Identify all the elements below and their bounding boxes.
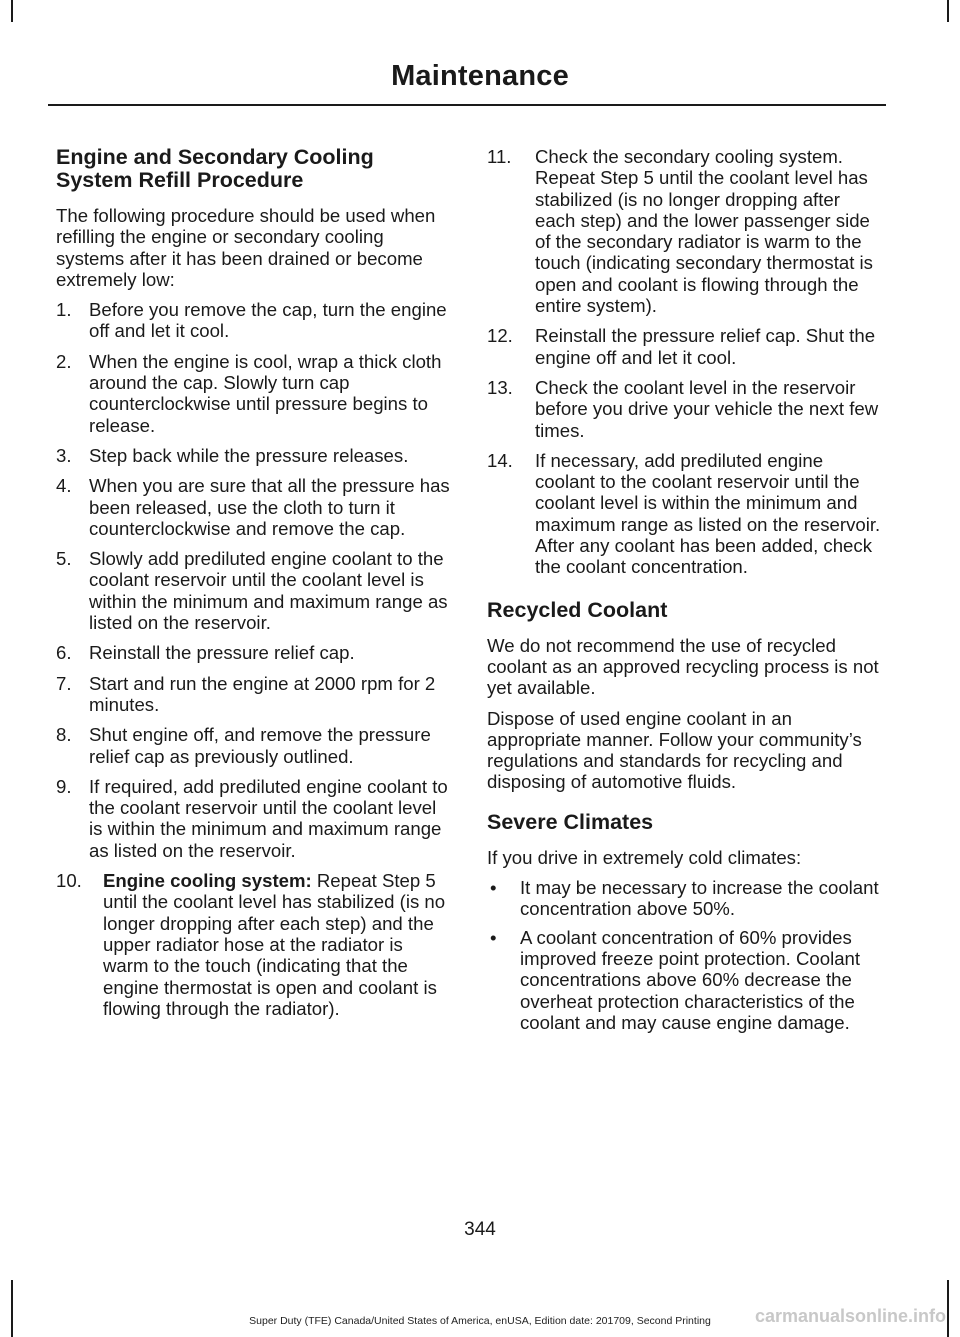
step-text: If necessary, add prediluted engine coolant to the coolant reservoir until the coolant level is within the minimum and maximum range as listed on the reservoir. After any coolant has been added, check the coolant concentration. bbox=[535, 449, 881, 578]
step-text: When the engine is cool, wrap a thick cloth around the cap. Slowly turn cap counterclockwise until pressure begins to release. bbox=[89, 350, 442, 436]
step-number: 10. bbox=[56, 870, 82, 892]
step-text: Reinstall the pressure relief cap. Shut the engine off and let it cool. bbox=[535, 325, 876, 368]
step-text: Slowly add prediluted engine coolant to the coolant reservoir until the coolant level is within the minimum and maximum range as listed on the reservoir. bbox=[89, 548, 448, 634]
list-item bbox=[56, 870, 451, 1019]
severe-intro: If you drive in extremely cold climates: bbox=[487, 846, 802, 868]
step-text: If required, add prediluted engine coolant to the coolant reservoir until the coolant level is within the minimum and maximum range as listed on the reservoir. bbox=[89, 775, 448, 861]
edition-footer: Super Duty (TFE) Canada/United States of America, enUSA, Edition date: 201709, Second Printing bbox=[249, 1315, 711, 1327]
page-number: 344 bbox=[464, 1219, 496, 1240]
list-item bbox=[487, 325, 883, 368]
watermark: carmanualsonline.info bbox=[754, 1306, 946, 1326]
section-heading-severe: Severe Climates bbox=[487, 809, 654, 834]
list-item bbox=[487, 877, 883, 920]
bullet-text: It may be necessary to increase the coolant concentration above 50%. bbox=[520, 877, 879, 920]
step-text: Step back while the pressure releases. bbox=[89, 444, 409, 466]
intro-paragraph: The following procedure should be used when refilling the engine or secondary cooling systems after it has been drained or become extremely low: bbox=[56, 205, 436, 290]
list-item bbox=[56, 351, 451, 436]
list-item bbox=[56, 548, 451, 633]
list-item bbox=[56, 673, 451, 716]
list-item bbox=[487, 377, 883, 441]
step-number: 7. bbox=[56, 672, 72, 694]
step-text: When you are sure that all the pressure has been released, use the cloth to turn it counterclockwise and remove the cap. bbox=[89, 475, 450, 539]
step-number: 8. bbox=[56, 724, 72, 746]
list-item bbox=[56, 642, 451, 663]
list-item bbox=[487, 927, 883, 1033]
section-heading-refill: Engine and Secondary Cooling System Refill Procedure bbox=[56, 145, 374, 192]
step-number: 12. bbox=[487, 325, 513, 347]
step-number: 4. bbox=[56, 475, 72, 497]
page-title: Maintenance bbox=[391, 60, 569, 92]
recycled-paragraph: We do not recommend the use of recycled coolant as an approved recycling process is not yet available. bbox=[487, 634, 879, 699]
section-heading-recycled: Recycled Coolant bbox=[487, 597, 668, 622]
list-item bbox=[487, 450, 883, 578]
step-number: 5. bbox=[56, 548, 72, 570]
list-item bbox=[56, 776, 451, 861]
step-text: Before you remove the cap, turn the engine off and let it cool. bbox=[89, 299, 447, 342]
step-number: 1. bbox=[56, 299, 72, 321]
bullet-text: A coolant concentration of 60% provides improved freeze point protection. Coolant concentrations above 60% decrease the overheat protection characteristics of the coolant and may cause engine damage. bbox=[520, 926, 861, 1033]
step-text: Start and run the engine at 2000 rpm for 2 minutes. bbox=[89, 672, 436, 715]
step-number: 11. bbox=[487, 146, 512, 167]
crop-mark-bottom-left bbox=[11, 1280, 13, 1337]
step-label: Engine cooling system: bbox=[103, 870, 312, 892]
step-text: Check the coolant level in the reservoir before you drive your vehicle the next few times. bbox=[535, 376, 879, 441]
list-item bbox=[56, 445, 451, 466]
crop-mark-top-left bbox=[11, 0, 13, 22]
step-number: 2. bbox=[56, 350, 72, 372]
step-number: 9. bbox=[56, 775, 72, 797]
right-column bbox=[487, 146, 883, 1040]
left-column bbox=[56, 146, 451, 1028]
step-number: 14. bbox=[487, 449, 513, 471]
step-text: Check the secondary cooling system. Repeat Step 5 until the coolant level has stabilized (is no longer dropping after each step) and the lower passenger side of the secondary radiator is warm to the touch (indicating secondary thermostat is open and coolant is flowing through the entire system). bbox=[535, 146, 873, 317]
list-item bbox=[56, 299, 451, 342]
step-number: 3. bbox=[56, 444, 72, 466]
bullet-icon: • bbox=[490, 926, 497, 948]
crop-mark-bottom-right bbox=[947, 1280, 949, 1337]
bullet-icon: • bbox=[490, 877, 497, 899]
step-number: 6. bbox=[56, 642, 72, 664]
header-divider bbox=[48, 104, 886, 106]
step-text: Repeat Step 5 until the coolant level has stabilized (is no longer dropping after each step) and the upper radiator hose at the radiator is warm to the touch (indicating that the engine thermostat is open and coolant is flowing through the radiator). bbox=[103, 870, 446, 1019]
list-item bbox=[56, 724, 451, 767]
dispose-paragraph: Dispose of used engine coolant in an appropriate manner. Follow your community’s regulations and standards for recycling and disposing of automotive fluids. bbox=[487, 707, 862, 793]
step-text: Reinstall the pressure relief cap. bbox=[89, 642, 355, 664]
step-number: 13. bbox=[487, 376, 513, 398]
crop-mark-top-right bbox=[947, 0, 949, 22]
step-text: Shut engine off, and remove the pressure relief cap as previously outlined. bbox=[89, 724, 431, 767]
list-item bbox=[56, 475, 451, 539]
list-item bbox=[487, 146, 883, 316]
